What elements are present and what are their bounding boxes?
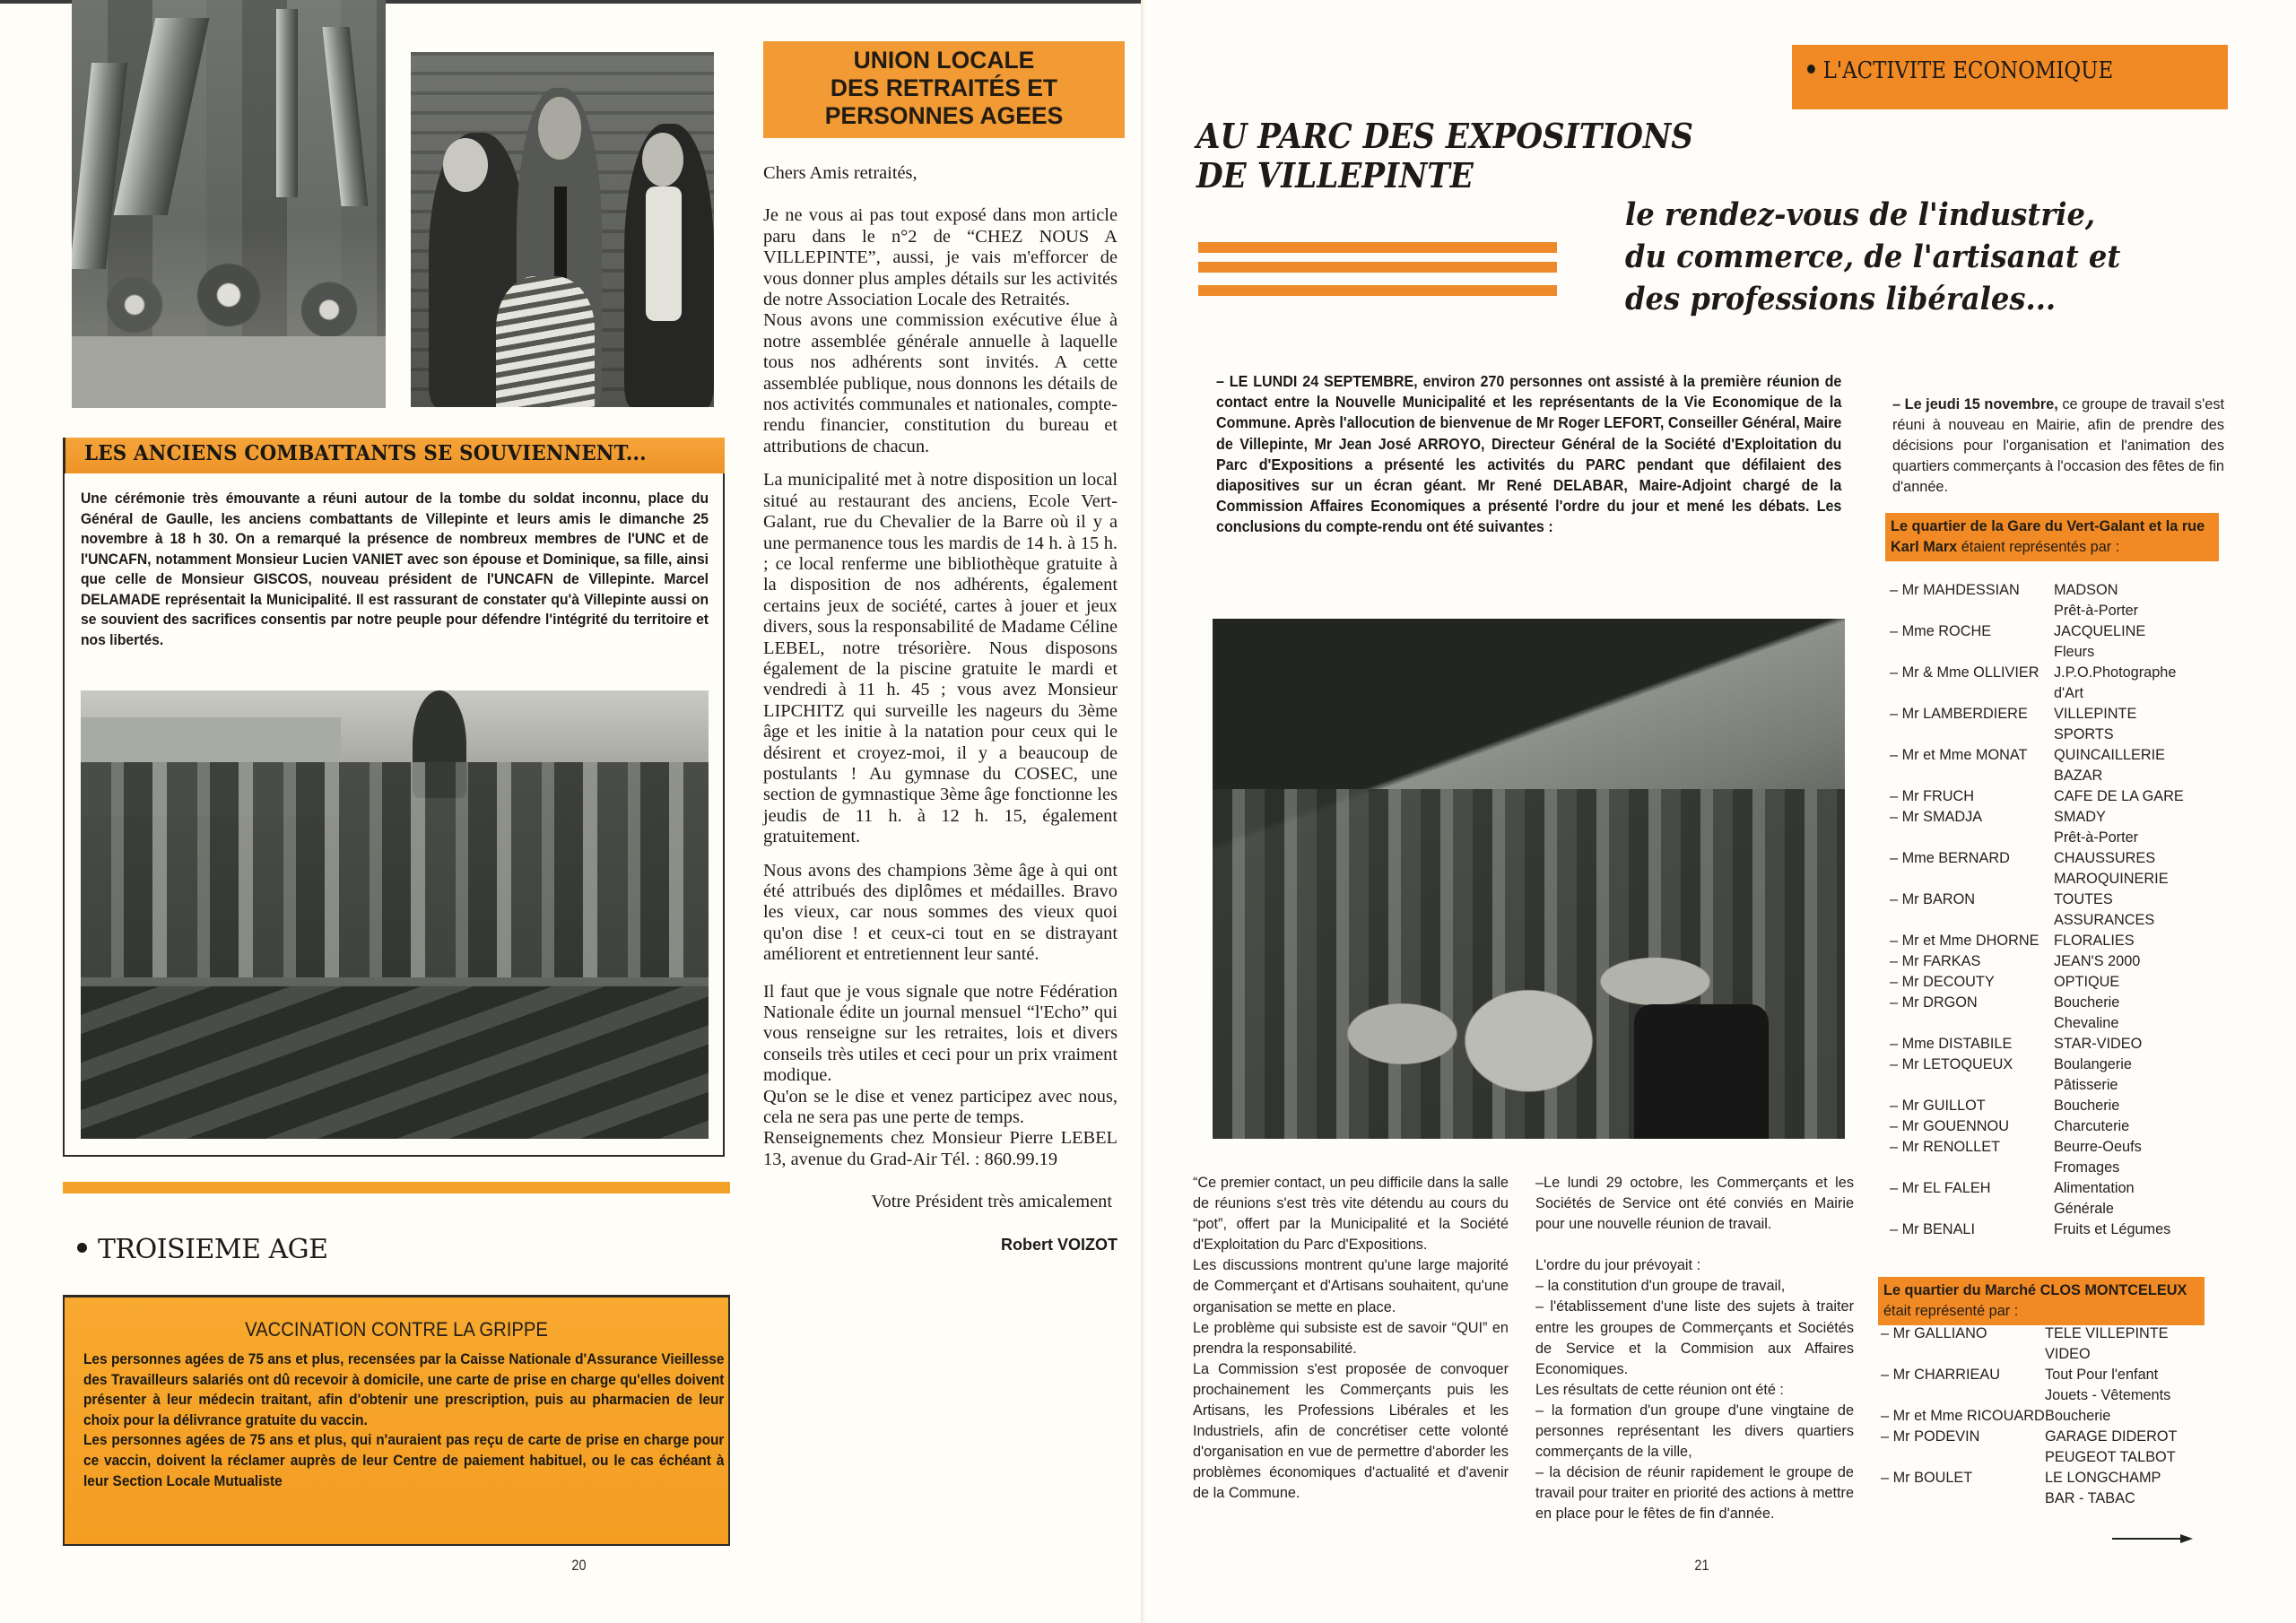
business-name: JACQUELINE [2054, 623, 2146, 639]
octobre-intro: –Le lundi 29 octobre, les Commerçants et les Sociétés de Service ont été conviés en Mairie pour une nouvelle réunion de travail. [1535, 1175, 1854, 1233]
business-name: TOUTES [2054, 891, 2113, 907]
business-name: Fromages [2054, 1159, 2120, 1176]
business-name: Charcuterie [2054, 1118, 2130, 1134]
letter-paragraph: La municipalité met à notre disposition un local situé au restaurant des anciens, Ecole Vert-Galant, rue du Chevalier de la Barre où il y a une permanence tous les mardis de 14 h. à 15 h. ; ce local renferme une bibliothèque gratuite à la disposition de nos adhérents, également certains jeux de société, cartes à jouer et jeux divers, sous la responsabilité de Madame Céline LEBEL, notre trésorière. Nous disposons également de la piscine gratuite le mardi et vendredi à 11 h. 45 ; vous avez Monsieur LIPCHITZ qui surveille les nageurs du 3ème âge et les initie à la natation pour ceux qui le désirent et croyez-moi, il y a beaucoup de postulants ! Au gymnase du COSEC, une section de gymnastique 3ème âge fonctionne les jeudis de 11 h. à 12 h. 15, également gratuitement. [763, 470, 1118, 847]
vaccination-paragraph: Les personnes agées de 75 ans et plus, recensées par la Caisse Nationale d'Assurance Vieillesse des Travailleurs salariés ont dû recevoir à domicile, une carte de prise en charge qu'elles doivent présenter à leur médecin traitant, afin d'obtenir une prescription, puis au pharmacien de leur choix pour la délivrance gratuite du vaccin. [83, 1351, 725, 1428]
page-20 [0, 0, 1144, 1623]
roster-row [1890, 890, 2184, 910]
representative-name [1890, 828, 2054, 848]
business-name: Boucherie [2054, 994, 2120, 1011]
roster-row [1890, 951, 2184, 972]
roster-row [1890, 786, 2184, 807]
business-name: JEAN'S 2000 [2054, 953, 2141, 969]
business-name: J.P.O.Photographe [2054, 664, 2177, 681]
representative-name [1890, 1075, 2054, 1096]
representative-name [1890, 766, 2054, 786]
roster-row [1890, 1219, 2184, 1240]
representative-name: – Mme DISTABILE [1890, 1036, 2013, 1052]
roster-row [1890, 1034, 2184, 1055]
business-name: VIDEO [2045, 1346, 2091, 1362]
representative-name: – Mr LETOQUEUX [1890, 1056, 2013, 1072]
page-number: 20 [571, 1557, 587, 1574]
letter-closing: Votre Président très amicalement [871, 1192, 1112, 1212]
result-item: – la formation d'un groupe d'une vingtaine de personnes représentant les divers quartiers commerçants de la ville, [1535, 1402, 1854, 1461]
photo-group-smiling [411, 52, 714, 407]
orange-stripe [1198, 285, 1557, 296]
combattants-title: LES ANCIENS COMBATTANTS SE SOUVIENNENT... [84, 441, 647, 465]
representative-name: – Mr SMADJA [1890, 809, 1983, 825]
representative-name [1890, 601, 2054, 621]
representative-name [1890, 1013, 2054, 1034]
roster-row [1881, 1447, 2177, 1468]
business-name: Tout Pour l'enfant [2045, 1367, 2159, 1383]
agenda-item: – l'établissement d'une liste des sujets à traiter entre les groupes de Commerçants et Sociétés de Service et la Commision aux Affaires Economiques. [1535, 1298, 1854, 1377]
roster-row [1890, 745, 2184, 766]
representative-name: – Mr et Mme RICOUARD [1881, 1408, 2045, 1424]
representative-name: – Mr RENOLLET [1890, 1139, 2001, 1155]
octobre-column [1535, 1173, 1854, 1525]
roster-row [1890, 766, 2184, 786]
photo-ceremony-crowd [81, 690, 709, 1139]
conclusions-column [1193, 1173, 1509, 1505]
business-name: Beurre-Oeufs [2054, 1139, 2142, 1155]
roster-row [1881, 1385, 2177, 1406]
roster-row [1881, 1365, 2177, 1385]
representative-name [1890, 869, 2054, 890]
representative-name [1890, 1158, 2054, 1178]
bullet-icon [1807, 65, 1815, 74]
article-title: AU PARC DES EXPOSITIONS DE VILLEPINTE [1196, 116, 1693, 195]
representative-name: – Mr GUILLOT [1890, 1098, 1986, 1114]
business-name: BAZAR [2054, 768, 2103, 784]
roster-row [1881, 1427, 2177, 1447]
vaccination-paragraph: Les personnes agées de 75 ans et plus, qui n'auraient pas reçu de carte de prise en charge pour ce vaccin, doivent la réclamer auprès de leur Centre de paiement habituel, ou le cas échéant à leur Section Locale Mutualiste [83, 1432, 725, 1489]
representative-name: – Mr FARKAS [1890, 953, 1981, 969]
representative-name: – Mr DRGON [1890, 994, 1978, 1011]
letter-paragraph: Qu'on se le dise et venez participez avec nous, cela ne sera pas une perte de temps. [763, 1086, 1118, 1128]
conclusion-paragraph: “Ce premier contact, un peu difficile dans la salle de réunions s'est très vite détendu au cours du “pot”, offert par la Municipalité et la Société d'Exploitation du Parc d'Expositions. [1193, 1175, 1509, 1254]
troisieme-age-heading: TROISIEME AGE [77, 1234, 328, 1265]
business-name: FLORALIES [2054, 933, 2135, 949]
roster-row [1890, 1116, 2184, 1137]
roster-row [1890, 1096, 2184, 1116]
business-name: Fruits et Légumes [2054, 1221, 2171, 1237]
quartier-marche-banner: Le quartier du Marché CLOS MONTCELEUX était représenté par : [1878, 1277, 2205, 1325]
roster-row [1881, 1468, 2177, 1488]
business-name: Fleurs [2054, 644, 2095, 660]
business-name: QUINCAILLERIE [2054, 747, 2165, 763]
business-name: Jouets - Vêtements [2045, 1387, 2171, 1403]
business-name: Boulangerie [2054, 1056, 2132, 1072]
representative-name [1890, 683, 2054, 704]
representative-name: – Mr FRUCH [1890, 788, 1975, 804]
roster-row [1890, 910, 2184, 931]
business-name: BAR - TABAC [2045, 1490, 2135, 1506]
representative-name [1890, 910, 2054, 931]
vaccination-body [83, 1350, 724, 1491]
photo-flags-memorial [72, 0, 386, 408]
orange-stripe [1198, 242, 1557, 253]
union-locale-letter [763, 163, 1118, 1277]
business-name: SPORTS [2054, 726, 2114, 742]
representative-name [1890, 642, 2054, 663]
representative-name: – Mr BOULET [1881, 1470, 1973, 1486]
business-name: CAFE DE LA GARE [2054, 788, 2184, 804]
roster-row [1890, 683, 2184, 704]
quartier-marche-list [1881, 1324, 2177, 1509]
agenda-label: L'ordre du jour prévoyait : [1535, 1257, 1701, 1274]
business-name: Boucherie [2045, 1408, 2111, 1424]
business-name: CHAUSSURES [2054, 850, 2156, 866]
representative-name: – Mr DECOUTY [1890, 974, 1995, 990]
conclusion-paragraph: La Commission s'est proposée de convoquer prochainement les Commerçants puis les Artisans, les Professions Libérales et les Industriels, afin de concrétiser cette volonté d'organisation en vue de permettre d'aborder les problèmes économiques d'actualité et d'avenir de la Commune. [1193, 1360, 1509, 1502]
representative-name: – Mr BARON [1890, 891, 1975, 907]
business-name: VILLEPINTE [2054, 706, 2137, 722]
business-name: TELE VILLEPINTE [2045, 1325, 2169, 1341]
article-subtitle: le rendez-vous de l'industrie, du commerce, de l'artisanat et des professions libérales... [1625, 196, 2121, 317]
conclusion-paragraph: Les discussions montrent qu'une large majorité de Commerçant et d'Artisans souhaitent, qu'une organisation se mette en place. [1193, 1257, 1509, 1315]
letter-greeting: Chers Amis retraités, [763, 163, 918, 183]
union-locale-title: UNION LOCALE DES RETRAITÉS ET PERSONNES AGEES [824, 47, 1064, 129]
roster-row [1890, 1137, 2184, 1158]
section-label: L'ACTIVITE ECONOMIQUE [1807, 57, 2113, 84]
quartier-gare-list [1890, 580, 2184, 1240]
roster-row [1890, 580, 2184, 601]
representative-name: – Mme ROCHE [1890, 623, 1992, 639]
combattants-body: Une cérémonie très émouvante a réuni autour de la tombe du soldat inconnu, place du Général de Gaulle, les anciens combattants de Villepinte et leurs amis le dimanche 25 novembre à 18 h 30. On a remarqué la présence de nombreux membres de l'UNC et de l'UNCAFN, notamment Monsieur Lucien VANIET avec son épouse et Dominique, sa fille, ainsi que celle de Monsieur GISCOS, nouveau président de l'UNCAFN de Villepinte. Marcel DELAMADE représentait la Municipalité. Il est rassurant de constater qu'à Villepinte aussi on se souvient des sacrifices consentis par notre peuple pour défendre l'intégrité du territoire et nos libertés. [81, 490, 709, 648]
business-name: STAR-VIDEO [2054, 1036, 2143, 1052]
roster-row [1890, 704, 2184, 725]
representative-name [1890, 725, 2054, 745]
roster-row [1890, 601, 2184, 621]
roster-row [1881, 1324, 2177, 1344]
business-name: LE LONGCHAMP [2045, 1470, 2161, 1486]
business-name: Chevaline [2054, 1015, 2119, 1031]
letter-paragraph: Il faut que je vous signale que notre Fédération Nationale édite un journal mensuel “l'Echo” qui vous renseigne sur les retraites, lois et divers conseils très utiles et ceci pour un prix vraiment modique. [763, 981, 1118, 1086]
photo-audience-meeting [1213, 619, 1845, 1139]
business-name: PEUGEOT TALBOT [2045, 1449, 2176, 1465]
roster-row [1890, 725, 2184, 745]
business-name: Alimentation [2054, 1180, 2135, 1196]
representative-name: – Mr BENALI [1890, 1221, 1976, 1237]
orange-stripe [1198, 262, 1557, 273]
business-name: Pâtisserie [2054, 1077, 2118, 1093]
representative-name [1890, 1199, 2054, 1219]
novembre-paragraph: – Le jeudi 15 novembre, ce groupe de travail s'est réuni à nouveau en Mairie, afin de prendre des décisions pour l'organisation et l'animation des quartiers commerçants à l'occasion des fêtes de fin d'année. [1892, 396, 2224, 495]
roster-row [1890, 1158, 2184, 1178]
conclusion-paragraph: Le problème qui subsiste est de savoir “QUI” en prendra la responsabilité. [1193, 1319, 1509, 1357]
business-name: d'Art [2054, 685, 2083, 701]
representative-name: – Mr GOUENNOU [1890, 1118, 2009, 1134]
representative-name [1881, 1447, 2045, 1468]
representative-name [1881, 1385, 2045, 1406]
vaccination-title: VACCINATION CONTRE LA GRIPPE [245, 1318, 548, 1341]
representative-name: – Mr EL FALEH [1890, 1180, 1991, 1196]
representative-name: – Mr GALLIANO [1881, 1325, 1987, 1341]
letter-signature: Robert VOIZOT [1001, 1235, 1118, 1254]
roster-row [1890, 972, 2184, 993]
letter-paragraph: Nous avons une commission exécutive élue à notre assemblée générale annuelle à laquelle tous nos adhérents sont invités. A cette assemblée publique, nous donnons les détails de nos activités communales et nationales, compte-rendu financier, constitution du bureau et attributions de chacun. [763, 310, 1118, 456]
roster-row [1890, 848, 2184, 869]
roster-row [1890, 1013, 2184, 1034]
business-name: ASSURANCES [2054, 912, 2155, 928]
roster-row [1890, 1055, 2184, 1075]
roster-row [1890, 621, 2184, 642]
article-intro: – LE LUNDI 24 SEPTEMBRE, environ 270 personnes ont assisté à la première réunion de contact entre la Nouvelle Municipalité et les représentants de la Vie Economique de la Commune. Après l'allocution de bienvenue de Mr Roger LEFORT, Conseiller Général, Maire de Villepinte, Mr Jean José ARROYO, Directeur Général de la Société d'Exploitation du Parc d'Expositions a présenté les activités du PARC pendant que défilaient des diapositives sur un écran géant. Mr René DELABAR, Maire-Adjoint chargé de la Commission Affaires Economiques a présenté l'ordre du jour et mené les débats. Les conclusions du compte-rendu ont été suivantes : [1216, 372, 1842, 536]
business-name: GARAGE DIDEROT [2045, 1428, 2178, 1445]
business-name: Prêt-à-Porter [2054, 603, 2139, 619]
letter-paragraph: Nous avons des champions 3ème âge à qui ont été attribués des diplômes et médailles. Bravo les vieux, car nous sommes des vieux quoi qu'on dise ! et ceux-ci tout en se distrayant améliorent et entretiennent leur santé. [763, 860, 1118, 965]
roster-row [1890, 663, 2184, 683]
business-name: SMADY [2054, 809, 2106, 825]
results-label: Les résultats de cette réunion ont été : [1535, 1381, 1784, 1398]
representative-name: – Mr et Mme DHORNE [1890, 933, 2039, 949]
representative-name: – Mr CHARRIEAU [1881, 1367, 2000, 1383]
representative-name [1881, 1344, 2045, 1365]
roster-row [1881, 1344, 2177, 1365]
page-number: 21 [1694, 1557, 1709, 1574]
bullet-icon [77, 1243, 87, 1253]
business-name: MADSON [2054, 582, 2118, 598]
representative-name: – Mr LAMBERDIERE [1890, 706, 2028, 722]
result-item: – la décision de réunir rapidement le groupe de travail pour traiter en priorité des actions à mettre en place pour le fêtes de fin d'année. [1535, 1464, 1854, 1523]
quartier-gare-banner: Le quartier de la Gare du Vert-Galant et la rue Karl Marx étaient représentés par : [1885, 513, 2219, 561]
business-name: Générale [2054, 1201, 2114, 1217]
representative-name: – Mr MAHDESSIAN [1890, 582, 2020, 598]
roster-row [1890, 1199, 2184, 1219]
roster-row [1890, 931, 2184, 951]
representative-name: – Mr & Mme OLLIVIER [1890, 664, 2039, 681]
continue-arrow-icon [2112, 1534, 2193, 1543]
roster-row [1881, 1488, 2177, 1509]
orange-divider [63, 1182, 730, 1193]
letter-paragraph: Renseignements chez Monsieur Pierre LEBEL 13, avenue du Grad-Air Tél. : 860.99.19 [763, 1128, 1118, 1169]
representative-name: – Mr PODEVIN [1881, 1428, 1980, 1445]
representative-name: – Mr et Mme MONAT [1890, 747, 2028, 763]
roster-row [1890, 993, 2184, 1013]
roster-row [1890, 642, 2184, 663]
roster-row [1890, 869, 2184, 890]
agenda-item: – la constitution d'un groupe de travail, [1535, 1278, 1786, 1295]
business-name: MAROQUINERIE [2054, 871, 2169, 887]
roster-row [1890, 828, 2184, 848]
roster-row [1881, 1406, 2177, 1427]
roster-row [1890, 1075, 2184, 1096]
business-name: OPTIQUE [2054, 974, 2120, 990]
representative-name: – Mme BERNARD [1890, 850, 2010, 866]
representative-name [1881, 1488, 2045, 1509]
business-name: Boucherie [2054, 1098, 2120, 1114]
roster-row [1890, 1178, 2184, 1199]
business-name: Prêt-à-Porter [2054, 829, 2139, 846]
roster-row [1890, 807, 2184, 828]
letter-paragraph: Je ne vous ai pas tout exposé dans mon article paru dans le n°2 de “CHEZ NOUS A VILLEPINTE”, aussi, je vais m'efforcer de vous donner plus amples détails sur les activités de notre Association Locale des Retraités. [763, 205, 1118, 310]
